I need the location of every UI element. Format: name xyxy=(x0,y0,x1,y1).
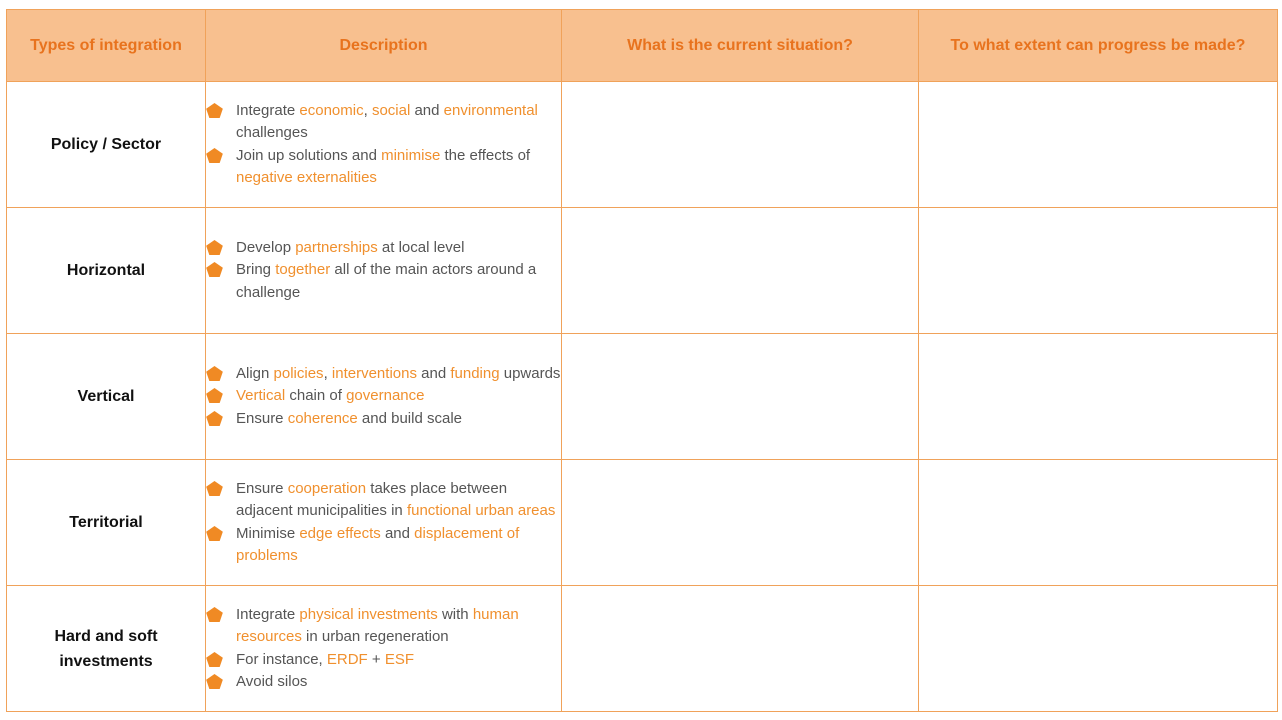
highlighted-term: cooperation xyxy=(287,479,367,497)
bullet-text: Integrate xyxy=(236,605,300,623)
pentagon-bullet-icon xyxy=(206,481,223,496)
table-row xyxy=(7,208,1278,334)
description-list xyxy=(206,604,561,694)
bullet-text: Align xyxy=(236,364,274,382)
bullet-text: Bring xyxy=(236,261,276,279)
bullet-text: , xyxy=(323,364,332,382)
highlighted-term: policies xyxy=(273,364,324,382)
header-progress: To what extent can progress be made? xyxy=(919,10,1278,82)
bullet-text: and build scale xyxy=(357,409,463,427)
highlighted-term: Vertical xyxy=(236,387,286,405)
pentagon-bullet-icon xyxy=(206,652,223,667)
description-bullet xyxy=(206,259,561,304)
progress-cell[interactable] xyxy=(919,460,1278,586)
header-types: Types of integration xyxy=(7,10,206,82)
bullet-text: the effects of xyxy=(440,146,531,164)
bullet-text: + xyxy=(367,650,385,668)
description-bullet xyxy=(206,363,561,386)
bullet-text: , xyxy=(363,101,372,119)
highlighted-term: environmental xyxy=(443,101,538,119)
pentagon-bullet-icon xyxy=(206,411,223,426)
description-bullet xyxy=(206,649,561,672)
highlighted-term: edge effects xyxy=(299,524,381,542)
highlighted-term: physical investments xyxy=(299,605,438,623)
header-current-situation: What is the current situation? xyxy=(562,10,919,82)
description-bullet xyxy=(206,408,561,431)
bullet-text: Integrate xyxy=(236,101,300,119)
description-list xyxy=(206,237,561,305)
integration-type: Territorial xyxy=(7,460,206,586)
pentagon-bullet-icon xyxy=(206,674,223,689)
highlighted-term: governance xyxy=(346,387,425,405)
table-row xyxy=(7,586,1278,712)
integration-type: Vertical xyxy=(7,334,206,460)
bullet-text: takes place between adjacent municipalities in xyxy=(236,479,508,519)
bullet-text: For instance, xyxy=(236,650,327,668)
description-cell xyxy=(206,208,562,334)
highlighted-term: together xyxy=(275,261,331,279)
progress-cell[interactable] xyxy=(919,586,1278,712)
pentagon-bullet-icon xyxy=(206,103,223,118)
current-situation-cell[interactable] xyxy=(562,460,919,586)
bullet-text: Ensure xyxy=(236,409,288,427)
pentagon-bullet-icon xyxy=(206,366,223,381)
highlighted-term: functional urban areas xyxy=(406,502,556,519)
pentagon-bullet-icon xyxy=(206,607,223,622)
current-situation-cell[interactable] xyxy=(562,82,919,208)
bullet-text: and xyxy=(410,101,444,119)
highlighted-term: funding xyxy=(450,364,500,382)
bullet-text: at local level xyxy=(377,238,465,256)
integration-type: Horizontal xyxy=(7,208,206,334)
integration-table xyxy=(6,9,1278,712)
progress-cell[interactable] xyxy=(919,82,1278,208)
table-row xyxy=(7,460,1278,586)
pentagon-bullet-icon xyxy=(206,388,223,403)
highlighted-term: negative externalities xyxy=(236,169,377,186)
description-list xyxy=(206,478,561,568)
highlighted-term: ERDF xyxy=(326,650,368,668)
header-description: Description xyxy=(206,10,562,82)
bullet-text: Avoid silos xyxy=(236,673,308,690)
bullet-text: challenges xyxy=(236,124,308,141)
pentagon-bullet-icon xyxy=(206,262,223,277)
description-list xyxy=(206,100,561,190)
description-bullet xyxy=(206,478,561,523)
highlighted-term: partnerships xyxy=(295,238,378,256)
bullet-text: with xyxy=(437,605,473,623)
table-row xyxy=(7,334,1278,460)
highlighted-term: minimise xyxy=(381,146,441,164)
description-cell xyxy=(206,82,562,208)
pentagon-bullet-icon xyxy=(206,240,223,255)
current-situation-cell[interactable] xyxy=(562,586,919,712)
description-bullet xyxy=(206,523,561,568)
bullet-text: Minimise xyxy=(236,524,300,542)
table-body xyxy=(7,82,1278,712)
progress-cell[interactable] xyxy=(919,334,1278,460)
highlighted-term: ESF xyxy=(384,650,415,668)
description-cell xyxy=(206,334,562,460)
progress-cell[interactable] xyxy=(919,208,1278,334)
description-cell xyxy=(206,586,562,712)
bullet-text: Develop xyxy=(236,238,296,256)
highlighted-term: economic xyxy=(299,101,364,119)
highlighted-term: interventions xyxy=(331,364,417,382)
description-bullet xyxy=(206,671,561,694)
table-row xyxy=(7,82,1278,208)
pentagon-bullet-icon xyxy=(206,148,223,163)
bullet-text: upwards xyxy=(499,364,561,382)
description-bullet xyxy=(206,100,561,145)
description-cell xyxy=(206,460,562,586)
bullet-text: and xyxy=(416,364,451,382)
description-list xyxy=(206,363,561,431)
bullet-text: and xyxy=(380,524,415,542)
bullet-text: all of the main actors around a challenge xyxy=(236,261,537,301)
description-bullet xyxy=(206,604,561,649)
description-bullet xyxy=(206,237,561,260)
integration-type: Hard and soft investments xyxy=(7,586,206,712)
current-situation-cell[interactable] xyxy=(562,334,919,460)
integration-type: Policy / Sector xyxy=(7,82,206,208)
header-row xyxy=(7,10,1278,82)
highlighted-term: displacement of problems xyxy=(236,524,520,564)
highlighted-term: human resources xyxy=(236,605,519,645)
bullet-text: chain of xyxy=(285,387,347,405)
bullet-text: Join up solutions and xyxy=(236,146,382,164)
pentagon-bullet-icon xyxy=(206,526,223,541)
description-bullet xyxy=(206,145,561,190)
current-situation-cell[interactable] xyxy=(562,208,919,334)
highlighted-term: social xyxy=(371,101,411,119)
bullet-text: Ensure xyxy=(236,479,288,497)
highlighted-term: coherence xyxy=(287,409,358,427)
description-bullet xyxy=(206,385,561,408)
bullet-text: in urban regeneration xyxy=(301,628,449,645)
